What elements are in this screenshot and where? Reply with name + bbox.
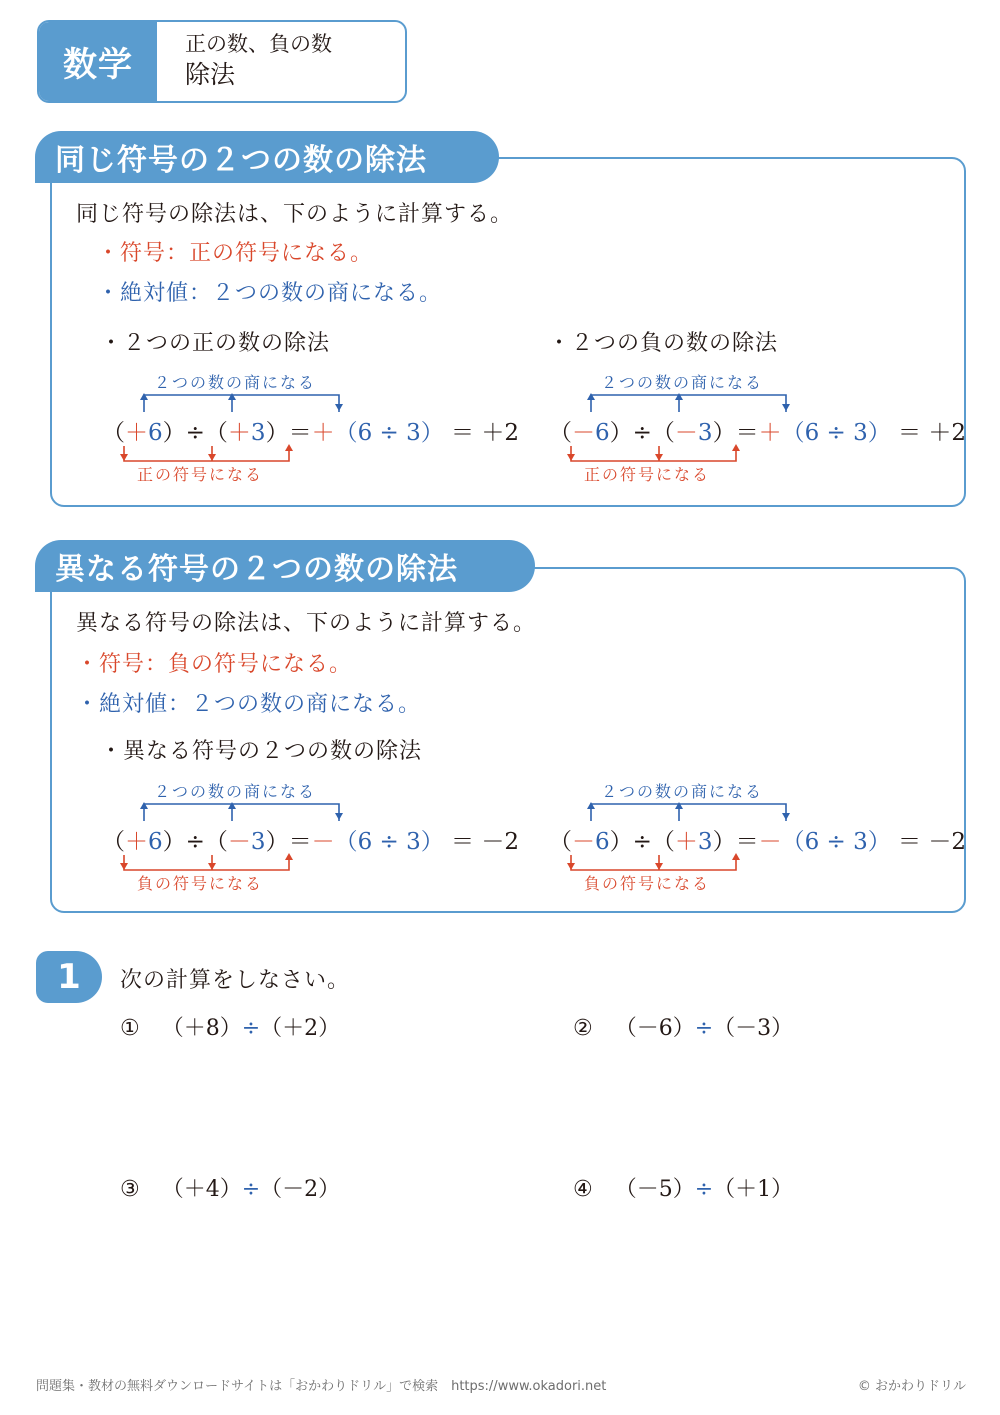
section-same-sign-rule-sign: ・符号：正の符号になる。	[97, 241, 374, 266]
item-mark: ②	[573, 1016, 593, 1041]
problem-item-2: ② （－6）÷（－3）	[573, 1016, 794, 1041]
example-positive-negative-division	[102, 779, 519, 904]
section-different-sign-rule-abs: ・絶対値：２つの数の商になる。	[76, 692, 422, 717]
item-mark: ④	[573, 1177, 593, 1202]
item-mark: ①	[120, 1016, 140, 1041]
section-different-sign-rule-sign: ・符号：負の符号になる。	[76, 652, 353, 677]
bottom-label-sign: 正の符号になる	[137, 465, 264, 484]
bottom-label-sign: 負の符号になる	[584, 874, 711, 893]
topic-title: 除法	[185, 60, 236, 89]
footer-copyright: © おかわりドリル	[857, 1379, 966, 1394]
division-expression: （＋6）÷（＋3）＝＋（6 ÷ 3） ＝ ＋2	[102, 420, 519, 446]
problem-number: 1	[36, 951, 102, 1003]
top-label-quotient: ２つの数の商になる	[601, 373, 764, 392]
division-expression: （－6）÷（－3）＝＋（6 ÷ 3） ＝ ＋2	[549, 420, 966, 446]
problem-item-3: ③ （＋4）÷（－2）	[120, 1177, 341, 1202]
division-expression: （＋6）÷（－3）＝－（6 ÷ 3） ＝ －2	[102, 829, 519, 855]
worksheet-header	[37, 20, 407, 103]
bottom-label-sign: 負の符号になる	[137, 874, 264, 893]
section-different-sign-title: 異なる符号の２つの数の除法	[35, 540, 535, 592]
section-same-sign-title: 同じ符号の２つの数の除法	[35, 131, 499, 183]
division-expression: （－6）÷（＋3）＝－（6 ÷ 3） ＝ －2	[549, 829, 966, 855]
example-negative-positive-division	[549, 779, 966, 904]
example-positive-division	[102, 370, 519, 495]
header-titles	[157, 22, 332, 101]
section-same-sign-rule-abs: ・絶対値：２つの数の商になる。	[97, 281, 443, 306]
bottom-label-sign: 正の符号になる	[584, 465, 711, 484]
item-mark: ③	[120, 1177, 140, 1202]
top-label-quotient: ２つの数の商になる	[154, 373, 317, 392]
top-label-quotient: ２つの数の商になる	[154, 782, 317, 801]
subject-label: 数学	[39, 22, 157, 101]
unit-title: 正の数、負の数	[185, 32, 332, 56]
section-different-sign-intro: 異なる符号の除法は、下のように計算する。	[76, 611, 537, 636]
section-same-sign-intro: 同じ符号の除法は、下のように計算する。	[76, 202, 514, 227]
example-negative-division	[549, 370, 966, 495]
problem-instruction: 次の計算をしなさい。	[120, 968, 351, 993]
footer-site-info: 問題集・教材の無料ダウンロードサイトは「おかわりドリル」で検索 https://www.okadori.net	[36, 1379, 607, 1394]
example-positive-heading: ・２つの正の数の除法	[100, 331, 331, 356]
problem-item-4: ④ （－5）÷（＋1）	[573, 1177, 794, 1202]
example-negative-heading: ・２つの負の数の除法	[548, 331, 779, 356]
top-label-quotient: ２つの数の商になる	[601, 782, 764, 801]
example-different-heading: ・異なる符号の２つの数の除法	[100, 739, 423, 764]
problem-item-1: ① （＋8）÷（＋2）	[120, 1016, 341, 1041]
